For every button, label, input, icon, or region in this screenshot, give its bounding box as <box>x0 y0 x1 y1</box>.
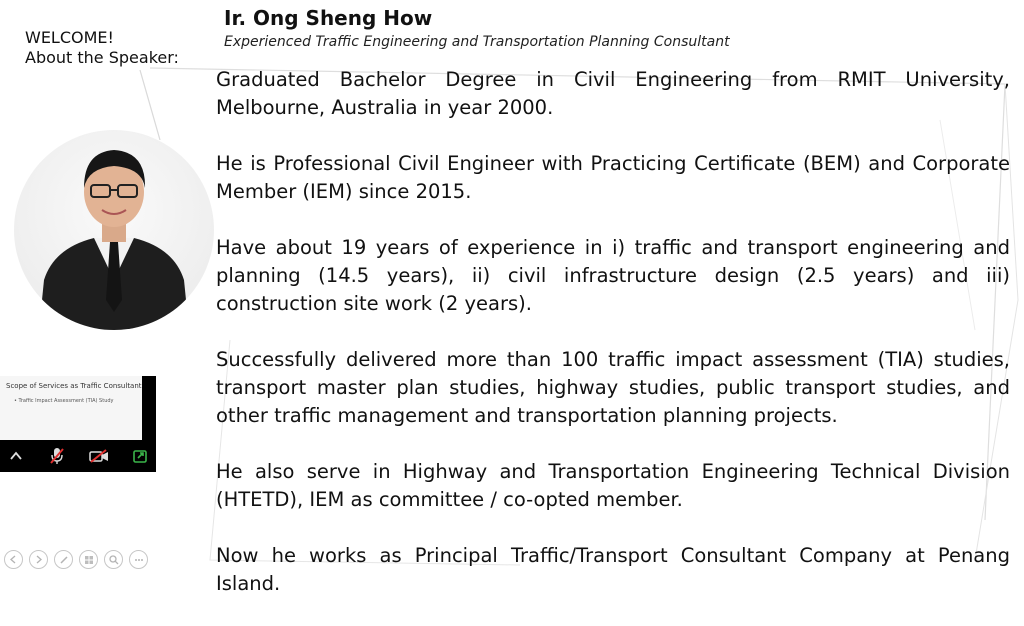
speaker-name: Ir. Ong Sheng How <box>224 6 433 30</box>
previous-icon[interactable] <box>4 550 23 569</box>
speaker-title: Experienced Traffic Engineering and Transportation Planning Consultant <box>224 34 730 50</box>
shared-slide-bullet: • Traffic Impact Assessment (TIA) Study <box>14 398 114 404</box>
welcome-label: WELCOME! <box>25 28 114 47</box>
zoom-icon[interactable] <box>104 550 123 569</box>
next-icon[interactable] <box>29 550 48 569</box>
chevron-up-icon[interactable] <box>4 444 28 468</box>
bio-paragraph: Have about 19 years of experience in i) traffic and transport engineering and planning (14.5 years), ii) civil infrastructure design (2.5 years) and iii) construction site work (2 years). <box>216 236 1010 315</box>
slideshow-navigation <box>4 550 148 569</box>
share-screen-icon[interactable] <box>128 444 152 468</box>
about-speaker-label: About the Speaker: <box>25 48 179 67</box>
bio-paragraph: Now he works as Principal Traffic/Transport Consultant Company at Penang Island. <box>216 544 1010 595</box>
slides-icon[interactable] <box>79 550 98 569</box>
bio-paragraph: He also serve in Highway and Transportation Engineering Technical Division (HTETD), IEM as committee / co-opted member. <box>216 460 1010 511</box>
pen-icon[interactable] <box>54 550 73 569</box>
camera-off-icon[interactable] <box>87 444 111 468</box>
bio-paragraph: He is Professional Civil Engineer with Practicing Certificate (BEM) and Corporate Member (IEM) since 2015. <box>216 152 1010 203</box>
call-controls <box>0 440 156 472</box>
bio-paragraph: Graduated Bachelor Degree in Civil Engineering from RMIT University, Melbourne, Australia in year 2000. <box>216 68 1010 119</box>
bio-paragraph: Successfully delivered more than 100 traffic impact assessment (TIA) studies, transport master plan studies, highway studies, public transport studies, and other traffic management and transportation planning projects. <box>216 348 1010 427</box>
shared-slide-title: Scope of Services as Traffic Consultant <box>6 382 142 390</box>
more-icon[interactable] <box>129 550 148 569</box>
speaker-photo <box>14 130 214 330</box>
video-call-panel <box>0 376 156 472</box>
mic-muted-icon[interactable] <box>45 444 69 468</box>
speaker-bio <box>216 66 1010 626</box>
shared-slide-thumbnail <box>0 376 142 440</box>
welcome-heading <box>25 28 179 68</box>
